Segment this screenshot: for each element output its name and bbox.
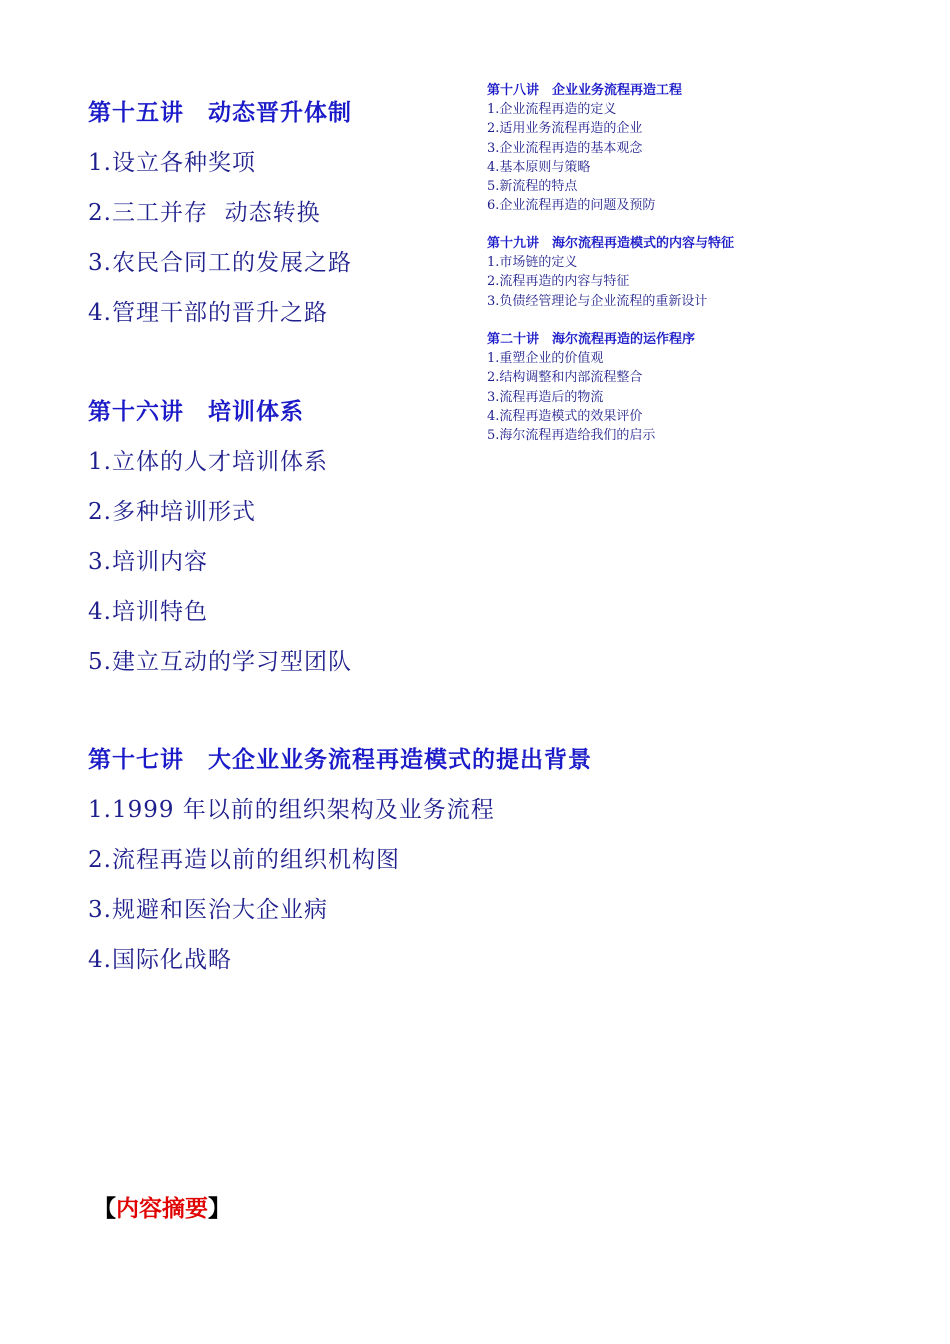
lecture17-item-3: 3.规避和医治大企业病 <box>88 897 328 923</box>
lecture20-item-1: 1.重塑企业的价值观 <box>487 351 604 366</box>
lecture18-item-4: 4.基本原则与策略 <box>487 159 591 175</box>
summary-bracket-open: 【 <box>93 1196 116 1222</box>
lecture18-section <box>487 81 927 216</box>
lecture15-item-4: 4.管理干部的晋升之路 <box>88 300 328 326</box>
lecture20-title: 第二十讲 海尔流程再造的运作程序 <box>487 332 696 347</box>
lecture19-item-2: 2.流程再造的内容与特征 <box>487 274 630 290</box>
lecture20-item-2: 2.结构调整和内部流程整合 <box>487 370 643 386</box>
lecture17-item-2: 2.流程再造以前的组织机构图 <box>88 847 400 873</box>
lecture17-section <box>88 745 648 975</box>
lecture16-item-5: 5.建立互动的学习型团队 <box>88 649 352 675</box>
lecture16-item-4: 4.培训特色 <box>88 599 208 625</box>
lecture15-item-3: 3.农民合同工的发展之路 <box>88 250 352 276</box>
lecture19-item-3: 3.负债经管理论与企业流程的重新设计 <box>487 293 708 309</box>
lecture18-item-6: 6.企业流程再造的问题及预防 <box>487 198 656 214</box>
lecture20-section <box>487 330 927 445</box>
lecture17-item-1: 1.1999 年以前的组织架构及业务流程 <box>88 797 495 823</box>
lecture19-section <box>487 234 927 311</box>
lecture18-item-1: 1.企业流程再造的定义 <box>487 102 617 117</box>
summary-text: 内容摘要 <box>116 1196 208 1222</box>
lecture15-title: 第十五讲 动态晋升体制 <box>88 100 352 126</box>
lecture16-item-1: 1.立体的人才培训体系 <box>88 449 328 475</box>
lecture18-item-2: 2.适用业务流程再造的企业 <box>487 121 643 137</box>
lecture20-item-4: 4.流程再造模式的效果评价 <box>487 408 643 424</box>
lecture18-item-3: 3.企业流程再造的基本观念 <box>487 140 643 156</box>
lecture19-item-1: 1.市场链的定义 <box>487 255 578 270</box>
lecture18-item-5: 5.新流程的特点 <box>487 179 578 195</box>
lecture15-item-1: 1.设立各种奖项 <box>88 150 256 176</box>
lecture20-item-3: 3.流程再造后的物流 <box>487 389 604 405</box>
lecture19-title: 第十九讲 海尔流程再造模式的内容与特征 <box>487 236 735 251</box>
lecture16-item-2: 2.多种培训形式 <box>88 499 256 525</box>
lecture17-item-4: 4.国际化战略 <box>88 947 232 973</box>
summary-heading <box>93 1193 231 1225</box>
lecture18-title: 第十八讲 企业业务流程再造工程 <box>487 83 683 98</box>
lecture16-title: 第十六讲 培训体系 <box>88 399 304 425</box>
lecture17-title: 第十七讲 大企业业务流程再造模式的提出背景 <box>88 747 592 773</box>
summary-bracket-close: 】 <box>208 1196 231 1222</box>
lecture16-item-3: 3.培训内容 <box>88 549 208 575</box>
lecture15-item-2: 2.三工并存 动态转换 <box>88 200 321 226</box>
lecture20-item-5: 5.海尔流程再造给我们的启示 <box>487 428 656 444</box>
